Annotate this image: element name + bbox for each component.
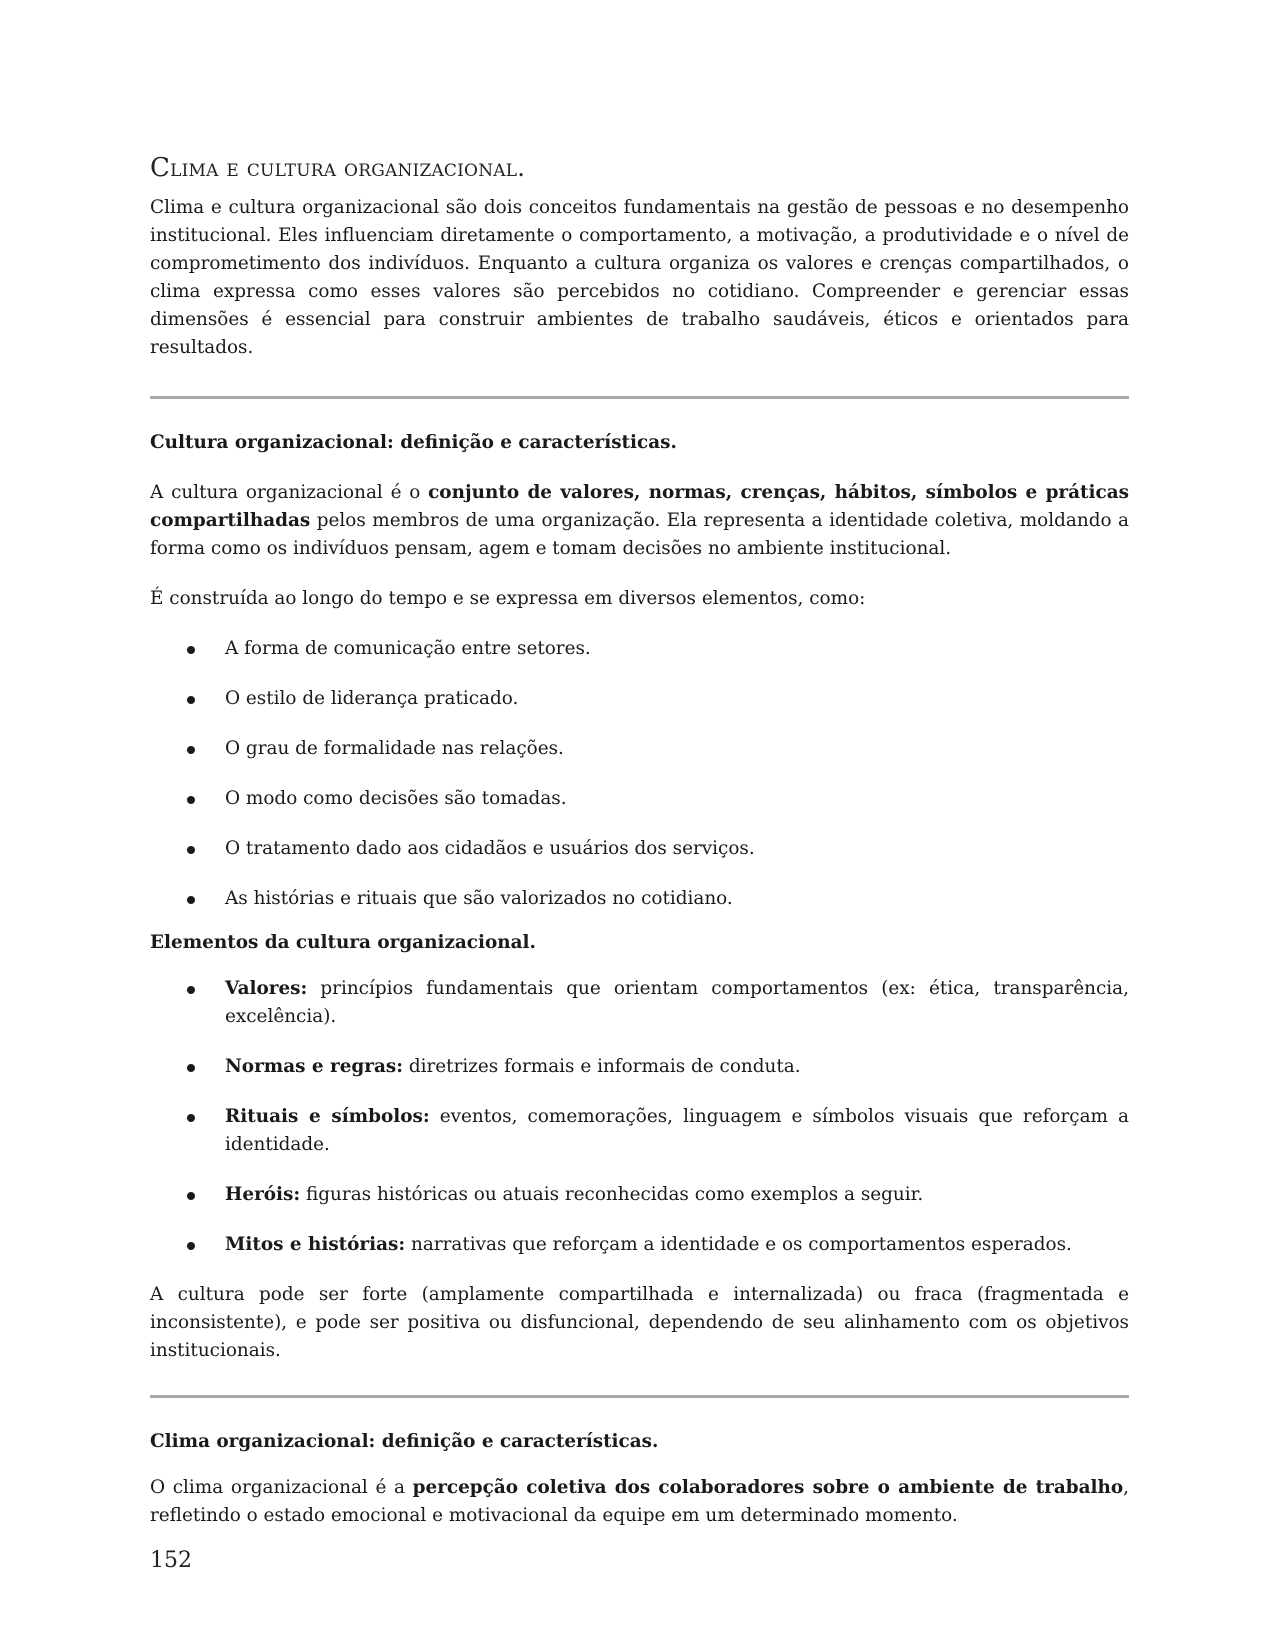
bullet-icon <box>187 1114 195 1122</box>
bullet-icon <box>187 646 195 654</box>
list-item <box>150 1103 1129 1159</box>
bullet-icon <box>187 1242 195 1250</box>
culture-elements-list <box>150 975 1129 1259</box>
climate-definition <box>150 1474 1129 1530</box>
element-desc: princípios fundamentais que orientam comportamentos (ex: ética, transparência, excelência). <box>225 978 1129 1028</box>
element-desc: eventos, comemorações, linguagem e símbolos visuais que reforçam a identidade. <box>225 1106 1129 1156</box>
culture-expressions-list <box>150 635 1129 913</box>
culture-definition <box>150 479 1129 563</box>
culture-definition-bold: conjunto de valores, normas, crenças, hábitos, símbolos e práticas compartilhadas <box>150 482 1129 532</box>
elements-heading: Elementos da cultura organizacional. <box>150 932 536 954</box>
list-item: O grau de formalidade nas relações. <box>150 735 1129 763</box>
list-item <box>150 1053 1129 1081</box>
element-desc: diretrizes formais e informais de conduta. <box>403 1056 801 1078</box>
bullet-icon <box>187 986 195 994</box>
element-term: Valores: <box>225 978 308 1000</box>
culture-definition-post: pelos membros de uma organização. Ela representa a identidade coletiva, moldando a forma como os indivíduos pensam, agem e tomam decisões no ambiente institucional. <box>150 510 1129 560</box>
bullet-icon <box>187 1192 195 1200</box>
list-item <box>150 975 1129 1031</box>
list-item <box>150 1231 1129 1259</box>
list-item: As histórias e rituais que são valorizados no cotidiano. <box>150 885 1129 913</box>
title-initial: C <box>150 153 171 183</box>
bullet-icon <box>187 746 195 754</box>
element-term: Mitos e histórias: <box>225 1234 406 1256</box>
list-item <box>150 1181 1129 1209</box>
intro-paragraph: Clima e cultura organizacional são dois conceitos fundamentais na gestão de pessoas e no desempenho institucional. Eles influenciam diretamente o comportamento, a motivação, a produtividade e o nível de comprometimento dos indivíduos. Enquanto a cultura organiza os valores e crenças compartilhados, o clima expressa como esses valores são percebidos no cotidiano. Compreender e gerenciar essas dimensões é essencial para construir ambientes de trabalho saudáveis, éticos e orientados para resultados. <box>150 197 1129 359</box>
element-term: Normas e regras: <box>225 1056 403 1078</box>
element-term: Heróis: <box>225 1184 301 1206</box>
climate-definition-pre: O clima organizacional é a <box>150 1477 413 1499</box>
title-rest: lima e cultura organizacional. <box>170 154 526 182</box>
climate-heading: Clima organizacional: definição e características. <box>150 1431 659 1453</box>
culture-heading: Cultura organizacional: definição e características. <box>150 432 677 454</box>
element-desc: figuras históricas ou atuais reconhecidas como exemplos a seguir. <box>300 1184 924 1206</box>
bullet-icon <box>187 796 195 804</box>
page-content <box>150 153 1129 1530</box>
climate-definition-post: , refletindo o estado emocional e motivacional da equipe em um determinado momento. <box>150 1477 1129 1527</box>
culture-definition-pre: A cultura organizacional é o <box>150 482 429 504</box>
page-number: 152 <box>150 1548 192 1573</box>
culture-closing-paragraph: A cultura pode ser forte (amplamente compartilhada e internalizada) ou fraca (fragmentada e inconsistente), e pode ser positiva ou disfuncional, dependendo de seu alinhamento com os objetivos institucionais. <box>150 1284 1129 1362</box>
culture-built-intro: É construída ao longo do tempo e se expressa em diversos elementos, como: <box>150 588 866 610</box>
element-desc: narrativas que reforçam a identidade e os comportamentos esperados. <box>405 1234 1072 1256</box>
page-title <box>150 153 1129 184</box>
bullet-icon <box>187 1064 195 1072</box>
climate-definition-bold: percepção coletiva dos colaboradores sobre o ambiente de trabalho <box>412 1477 1124 1499</box>
list-item: O tratamento dado aos cidadãos e usuários dos serviços. <box>150 835 1129 863</box>
list-item: O modo como decisões são tomadas. <box>150 785 1129 813</box>
list-item: O estilo de liderança praticado. <box>150 685 1129 713</box>
bullet-icon <box>187 896 195 904</box>
section-divider <box>150 1395 1129 1398</box>
section-divider <box>150 396 1129 399</box>
element-term: Rituais e símbolos: <box>225 1106 430 1128</box>
bullet-icon <box>187 696 195 704</box>
bullet-icon <box>187 846 195 854</box>
list-item: A forma de comunicação entre setores. <box>150 635 1129 663</box>
